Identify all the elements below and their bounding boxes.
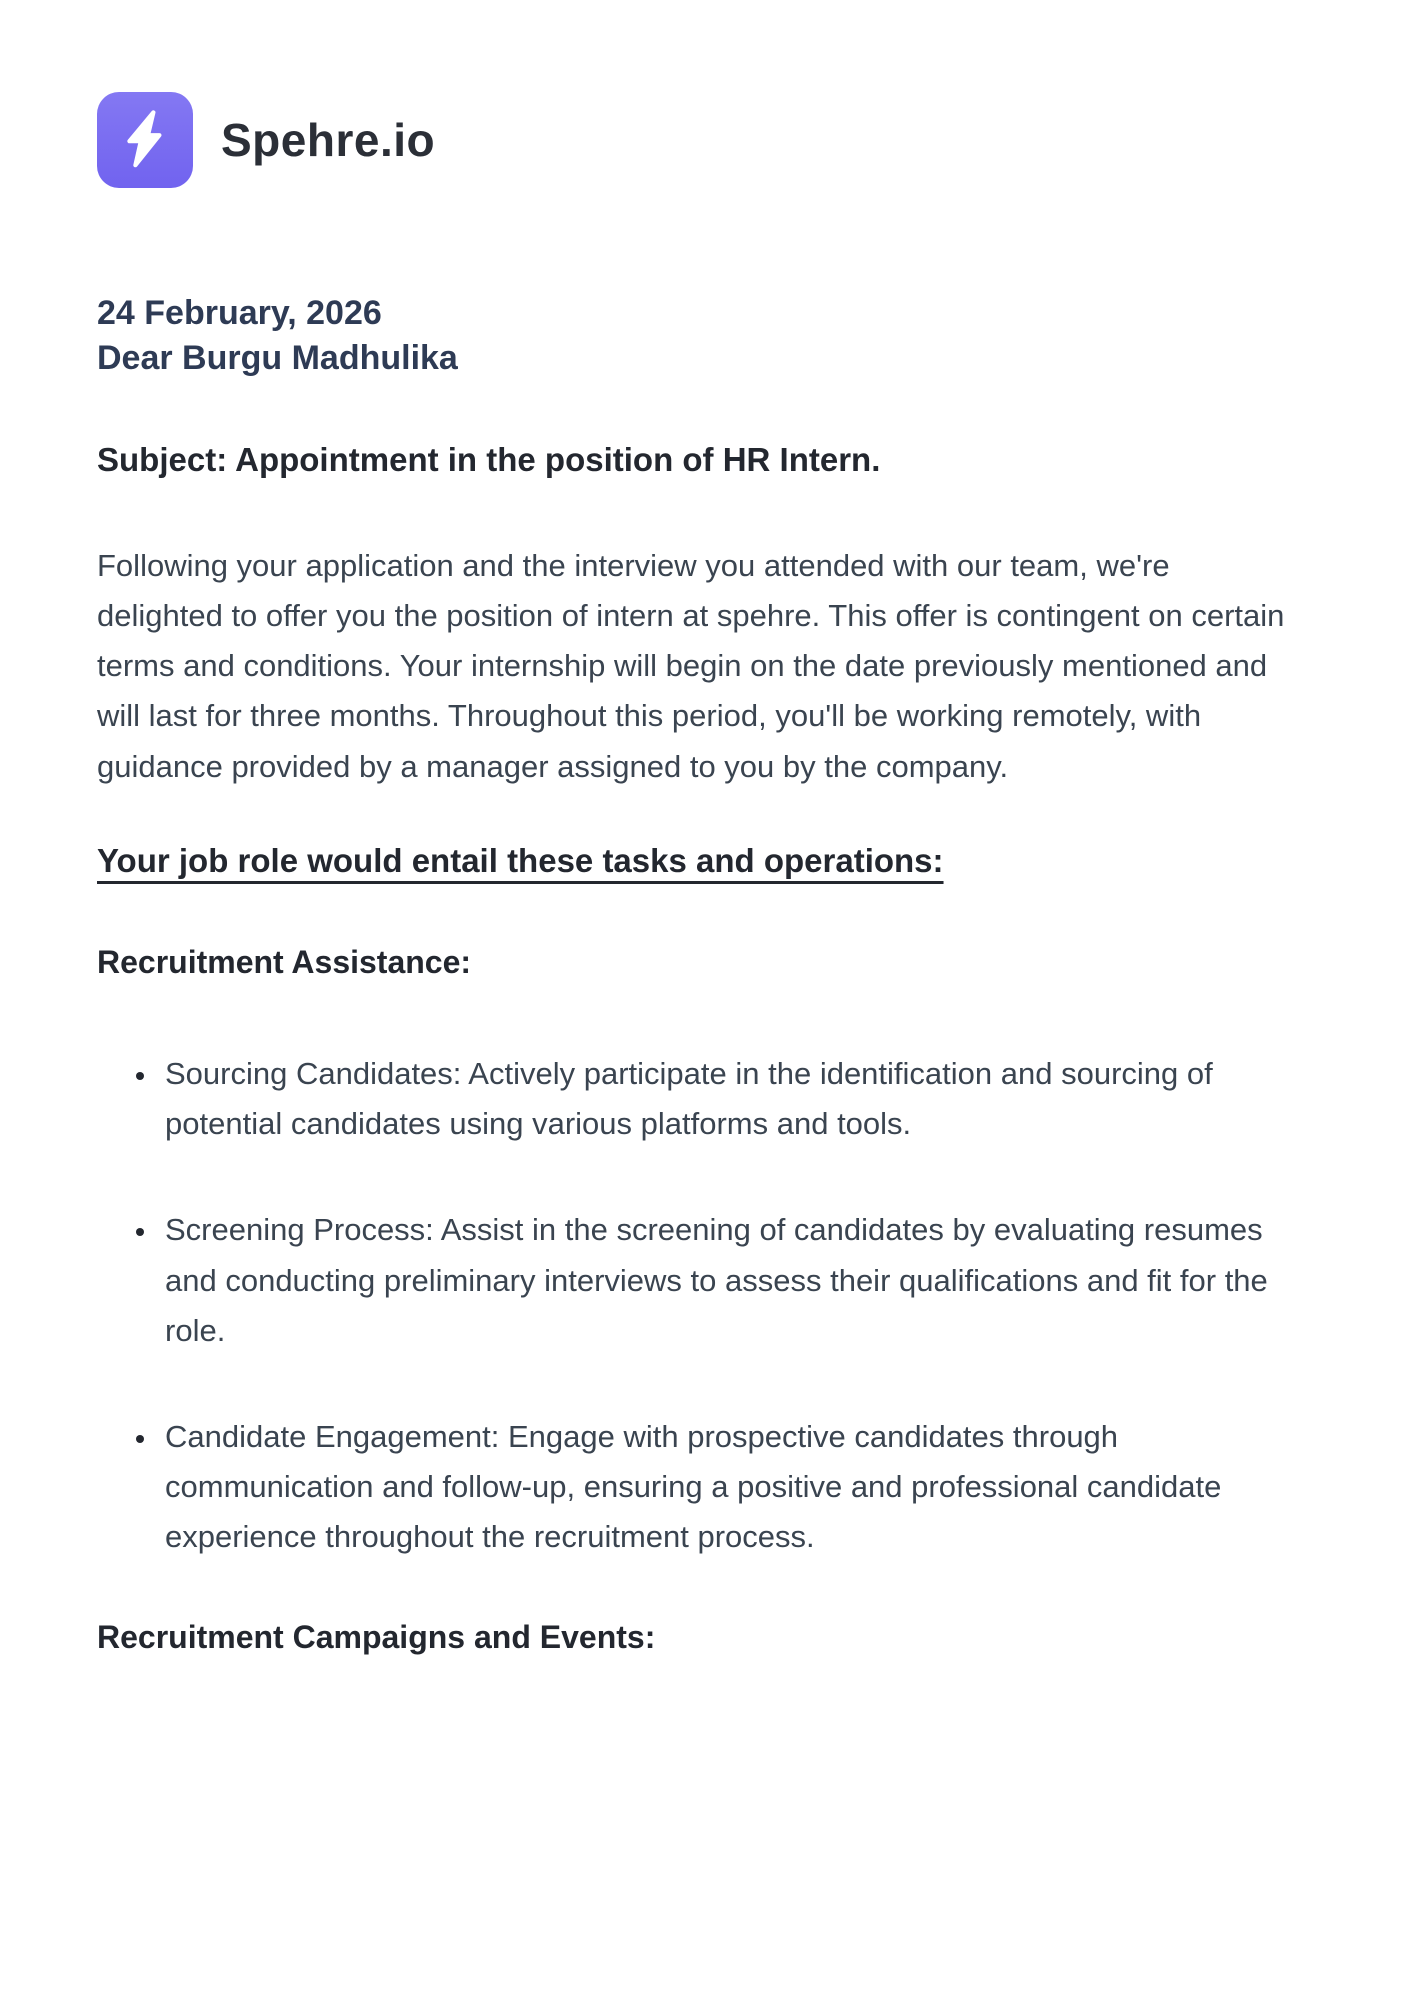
- tasks-heading: Your job role would entail these tasks and operations:: [97, 841, 944, 879]
- letter-date: 24 February, 2026: [97, 294, 382, 332]
- date-salutation-block: [97, 291, 1310, 381]
- brand-name: Spehre.io: [221, 114, 436, 166]
- section-title-recruitment-assistance: Recruitment Assistance:: [97, 943, 472, 980]
- letter-body: [97, 291, 1310, 1656]
- recruitment-assistance-list: [97, 1049, 1310, 1563]
- list-item: • Screening Process: Assist in the screening of candidates by evaluating resumes and conducting preliminary interviews to assess their qualifications and fit for the role.: [159, 1205, 1294, 1356]
- intro-paragraph: Following your application and the interview you attended with our team, we're delighted to offer you the position of intern at spehre. This offer is contingent on certain terms and conditions. Your internship will begin on the date previously mentioned and will last for three months. Throughout this period, you'll be working remotely, with guidance provided by a manager assigned to you by the company.: [97, 547, 1285, 784]
- brand-header: [97, 92, 1310, 188]
- section-title-recruitment-campaigns: Recruitment Campaigns and Events:: [97, 1618, 656, 1655]
- s-bolt-icon: [97, 92, 193, 188]
- subject-line: Subject: Appointment in the position of HR Intern.: [97, 440, 881, 478]
- list-item: • Candidate Engagement: Engage with prospective candidates through communication and follow-up, ensuring a positive and professional candidate experience throughout the recruitment process.: [159, 1412, 1294, 1563]
- letter-salutation: Dear Burgu Madhulika: [97, 338, 458, 377]
- list-item: • Sourcing Candidates: Actively participate in the identification and sourcing of potential candidates using various platforms and tools.: [159, 1049, 1294, 1149]
